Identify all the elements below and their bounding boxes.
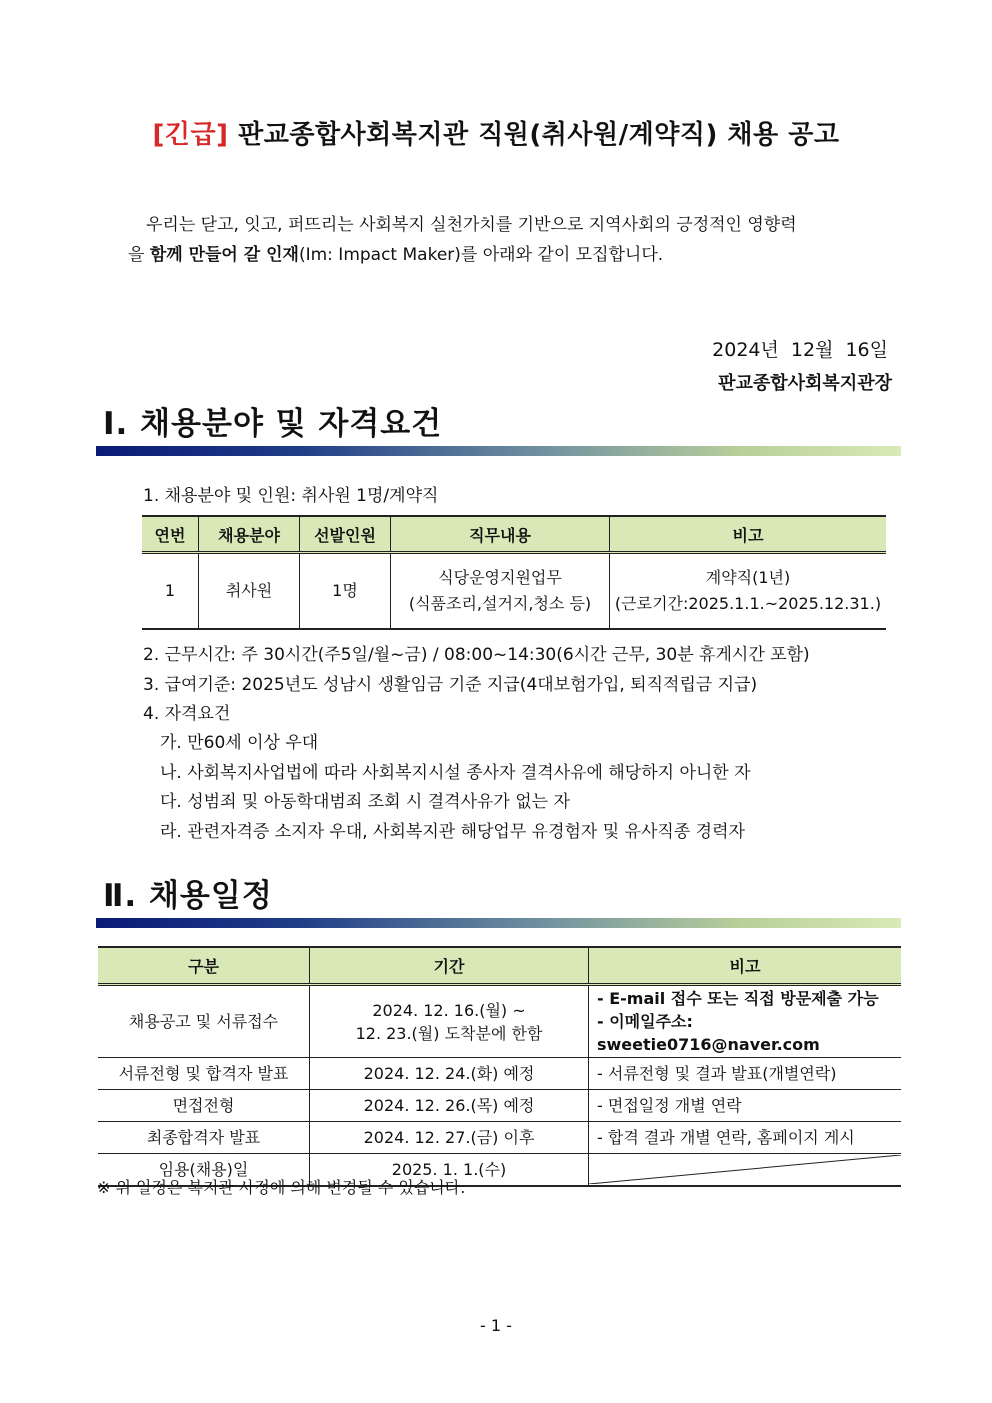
qualification-item: 다. 성범죄 및 아동학대범죄 조회 시 결격사유가 없는 자 — [160, 792, 570, 812]
recruit-field-table — [142, 515, 886, 630]
remark-line-1: - E-mail 접수 또는 직접 방문제출 가능 — [597, 989, 879, 1008]
cell-remark: - 합격 결과 개별 연락, 홈페이지 게시 — [589, 1122, 902, 1154]
section-2-title: Ⅱ. 채용일정 — [103, 878, 273, 914]
item-4-qualifications: 4. 자격요건 — [143, 704, 231, 724]
header-no: 연번 — [142, 516, 199, 553]
cell-field: 취사원 — [199, 553, 300, 630]
item-1-recruit-field: 1. 채용분야 및 인원: 취사원 1명/계약직 — [143, 486, 439, 506]
organization-signature: 판교종합사회복지관장 — [718, 373, 892, 394]
header-count: 선발인원 — [300, 516, 391, 553]
cell-period — [310, 985, 589, 1058]
note-line-1: 계약직(1년) — [705, 568, 791, 587]
section-1-title: Ⅰ. 채용분야 및 자격요건 — [103, 406, 443, 442]
section-2-divider — [96, 918, 901, 928]
header-note: 비고 — [610, 516, 887, 553]
intro-line-1: 우리는 닫고, 잇고, 퍼뜨리는 사회복지 실천가치를 기반으로 지역사회의 긍정적인 영향력 — [146, 215, 797, 235]
cell-stage: 서류전형 및 합격자 발표 — [98, 1058, 310, 1090]
header-field: 채용분야 — [199, 516, 300, 553]
table-row — [142, 553, 886, 630]
diagonal-line — [589, 1155, 901, 1184]
item-3-salary: 3. 급여기준: 2025년도 성남시 생활임금 기준 지급(4대보험가입, 퇴직적립금 지급) — [143, 675, 758, 695]
section-1-divider — [96, 446, 901, 456]
table-header-row — [98, 947, 901, 985]
cell-period: 2024. 12. 24.(화) 예정 — [310, 1058, 589, 1090]
cell-period: 2024. 12. 27.(금) 이후 — [310, 1122, 589, 1154]
cell-stage: 면접전형 — [98, 1090, 310, 1122]
cell-remark: - 서류전형 및 결과 발표(개별연락) — [589, 1058, 902, 1090]
cell-stage: 최종합격자 발표 — [98, 1122, 310, 1154]
cell-remark: - 면접일정 개별 연락 — [589, 1090, 902, 1122]
announcement-date: 2024년 12월 16일 — [712, 339, 888, 361]
title-text: 판교종합사회복지관 직원(취사원/계약직) 채용 공고 — [238, 120, 840, 150]
table-row — [98, 985, 901, 1058]
table-header-row — [142, 516, 886, 553]
remark-line-2: - 이메일주소: sweetie0716@naver.com — [597, 1012, 820, 1054]
qualification-item: 나. 사회복지사업법에 따라 사회복지시설 종사자 결격사유에 해당하지 아니한 자 — [160, 763, 751, 783]
table-row — [98, 1058, 901, 1090]
cell-stage: 임용(채용)일 — [98, 1154, 310, 1187]
note-line-2: (근로기간:2025.1.1.~2025.12.31.) — [614, 594, 882, 613]
urgent-tag: [긴급] — [152, 120, 229, 150]
cell-no: 1 — [142, 553, 199, 630]
header-stage: 구분 — [98, 947, 310, 985]
header-duty: 직무내용 — [391, 516, 610, 553]
page-title — [0, 114, 992, 151]
cell-duty — [391, 553, 610, 630]
schedule-table — [98, 946, 901, 1187]
cell-count: 1명 — [300, 553, 391, 630]
cell-note — [610, 553, 887, 630]
duty-line-2: (식품조리,설거지,청소 등) — [408, 594, 592, 613]
table-row — [98, 1122, 901, 1154]
footnote: ※ 위 일정은 복지관 사정에 의해 변경될 수 있습니다. — [97, 1178, 466, 1197]
intro-line-2-post: (Im: Impact Maker)를 아래와 같이 모집합니다. — [298, 245, 664, 265]
header-remark: 비고 — [589, 947, 902, 985]
cell-remark-empty — [589, 1154, 902, 1187]
table-row — [98, 1090, 901, 1122]
period-line-2: 12. 23.(월) 도착분에 한함 — [355, 1023, 543, 1043]
cell-period: 2024. 12. 26.(목) 예정 — [310, 1090, 589, 1122]
intro-line-2-pre: 을 — [128, 245, 150, 265]
header-period: 기간 — [310, 947, 589, 985]
page-number: - 1 - — [480, 1316, 512, 1335]
duty-line-1: 식당운영지원업무 — [438, 568, 562, 587]
cell-remark — [589, 985, 902, 1058]
cell-period: 2025. 1. 1.(수) — [310, 1154, 589, 1187]
qualification-item: 라. 관련자격증 소지자 우대, 사회복지관 해당업무 유경험자 및 유사직종 경력자 — [160, 822, 745, 842]
intro-paragraph — [128, 210, 888, 270]
item-2-work-hours: 2. 근무시간: 주 30시간(주5일/월~금) / 08:00~14:30(6시간 근무, 30분 휴게시간 포함) — [143, 645, 810, 665]
intro-line-2-bold: 함께 만들어 갈 인재 — [149, 245, 299, 265]
intro-line-2 — [128, 240, 888, 270]
qualification-item: 가. 만60세 이상 우대 — [160, 733, 319, 753]
cell-stage: 채용공고 및 서류접수 — [98, 985, 310, 1058]
period-line-1: 2024. 12. 16.(월) ~ — [372, 1000, 526, 1020]
